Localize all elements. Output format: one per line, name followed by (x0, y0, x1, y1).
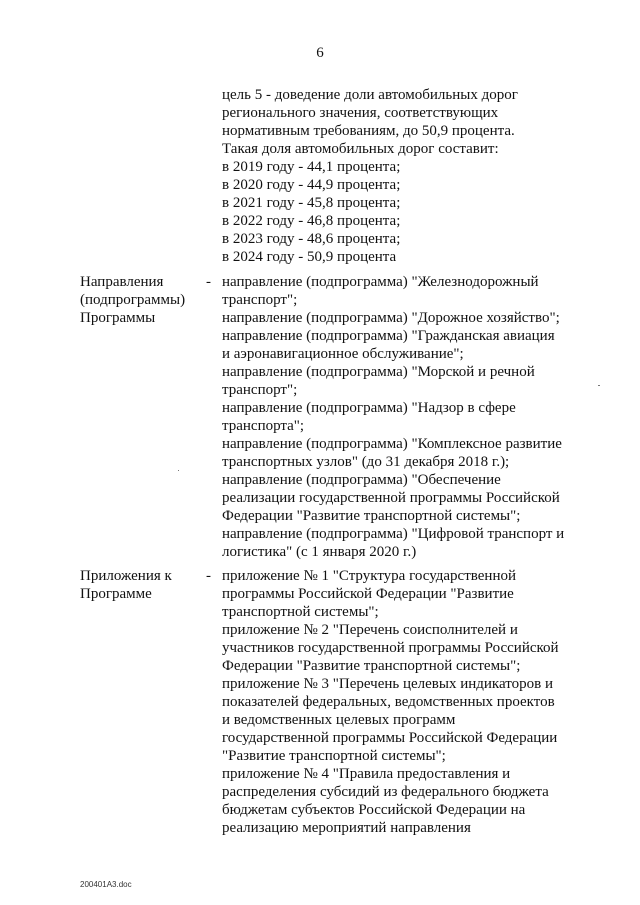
text-line: направление (подпрограмма) "Гражданская авиация (222, 328, 555, 344)
text-line: логистика" (с 1 января 2020 г.) (222, 544, 417, 560)
text-line: реализацию мероприятий направления (222, 820, 471, 836)
label-line: Направления (80, 274, 164, 290)
directions-text (222, 273, 582, 561)
text-line: приложение № 1 "Структура государственной (222, 568, 516, 584)
label-line: Программы (80, 310, 156, 326)
text-line: программы Российской Федерации "Развитие (222, 586, 514, 602)
text-line: распределения субсидий из федерального бюджета (222, 784, 549, 800)
text-line: в 2024 году - 50,9 процента (222, 249, 397, 265)
text-line: нормативным требованиям, до 50,9 процента. (222, 123, 515, 139)
text-line: приложение № 3 "Перечень целевых индикаторов и (222, 676, 553, 692)
page-number: 6 (316, 45, 324, 61)
scan-speck (178, 470, 179, 471)
text-line: государственной программы Российской Федерации (222, 730, 558, 746)
text-line: Федерации "Развитие транспортной системы"; (222, 658, 521, 674)
text-line: и ведомственных целевых программ (222, 712, 456, 728)
text-line: направление (подпрограмма) "Железнодорожный (222, 274, 539, 290)
appendices-text (222, 567, 582, 837)
label-line: (подпрограммы) (80, 292, 186, 308)
text-line: реализации государственной программы Российской (222, 490, 560, 506)
text-line: направление (подпрограмма) "Комплексное развитие (222, 436, 562, 452)
text-line: цель 5 - доведение доли автомобильных дорог (222, 87, 518, 103)
text-line: направление (подпрограмма) "Дорожное хозяйство"; (222, 310, 560, 326)
scan-speck (598, 385, 600, 386)
text-line: в 2020 году - 44,9 процента; (222, 177, 401, 193)
text-line: Федерации "Развитие транспортной системы"; (222, 508, 521, 524)
text-line: показателей федеральных, ведомственных проектов (222, 694, 555, 710)
label-line: Программе (80, 586, 152, 602)
text-line: в 2023 году - 48,6 процента; (222, 231, 401, 247)
text-line: бюджетам субъектов Российской Федерации на (222, 802, 526, 818)
text-line: приложение № 2 "Перечень соисполнителей и (222, 622, 518, 638)
document-code: 200401A3.doc (80, 880, 132, 889)
text-line: направление (подпрограмма) "Цифровой транспорт и (222, 526, 565, 542)
text-line: направление (подпрограмма) "Обеспечение (222, 472, 501, 488)
text-line: транспорта"; (222, 418, 305, 434)
goal-text (222, 86, 582, 266)
text-line: транспортных узлов" (до 31 декабря 2018 г.); (222, 454, 510, 470)
appendices-label (80, 567, 205, 603)
text-line: "Развитие транспортной системы"; (222, 748, 446, 764)
text-line: в 2022 году - 46,8 процента; (222, 213, 401, 229)
text-line: и аэронавигационное обслуживание"; (222, 346, 464, 362)
text-line: транспортной системы"; (222, 604, 379, 620)
text-line: регионального значения, соответствующих (222, 105, 499, 121)
directions-label (80, 273, 205, 327)
text-line: направление (подпрограмма) "Морской и речной (222, 364, 535, 380)
text-line: Такая доля автомобильных дорог составит: (222, 141, 499, 157)
text-line: транспорт"; (222, 292, 298, 308)
text-line: транспорт"; (222, 382, 298, 398)
text-line: приложение № 4 "Правила предоставления и (222, 766, 511, 782)
text-line: в 2021 году - 45,8 процента; (222, 195, 401, 211)
appendices-dash: - (206, 568, 211, 584)
directions-dash: - (206, 274, 211, 290)
label-line: Приложения к (80, 568, 172, 584)
text-line: участников государственной программы Российской (222, 640, 559, 656)
text-line: в 2019 году - 44,1 процента; (222, 159, 401, 175)
text-line: направление (подпрограмма) "Надзор в сфере (222, 400, 516, 416)
